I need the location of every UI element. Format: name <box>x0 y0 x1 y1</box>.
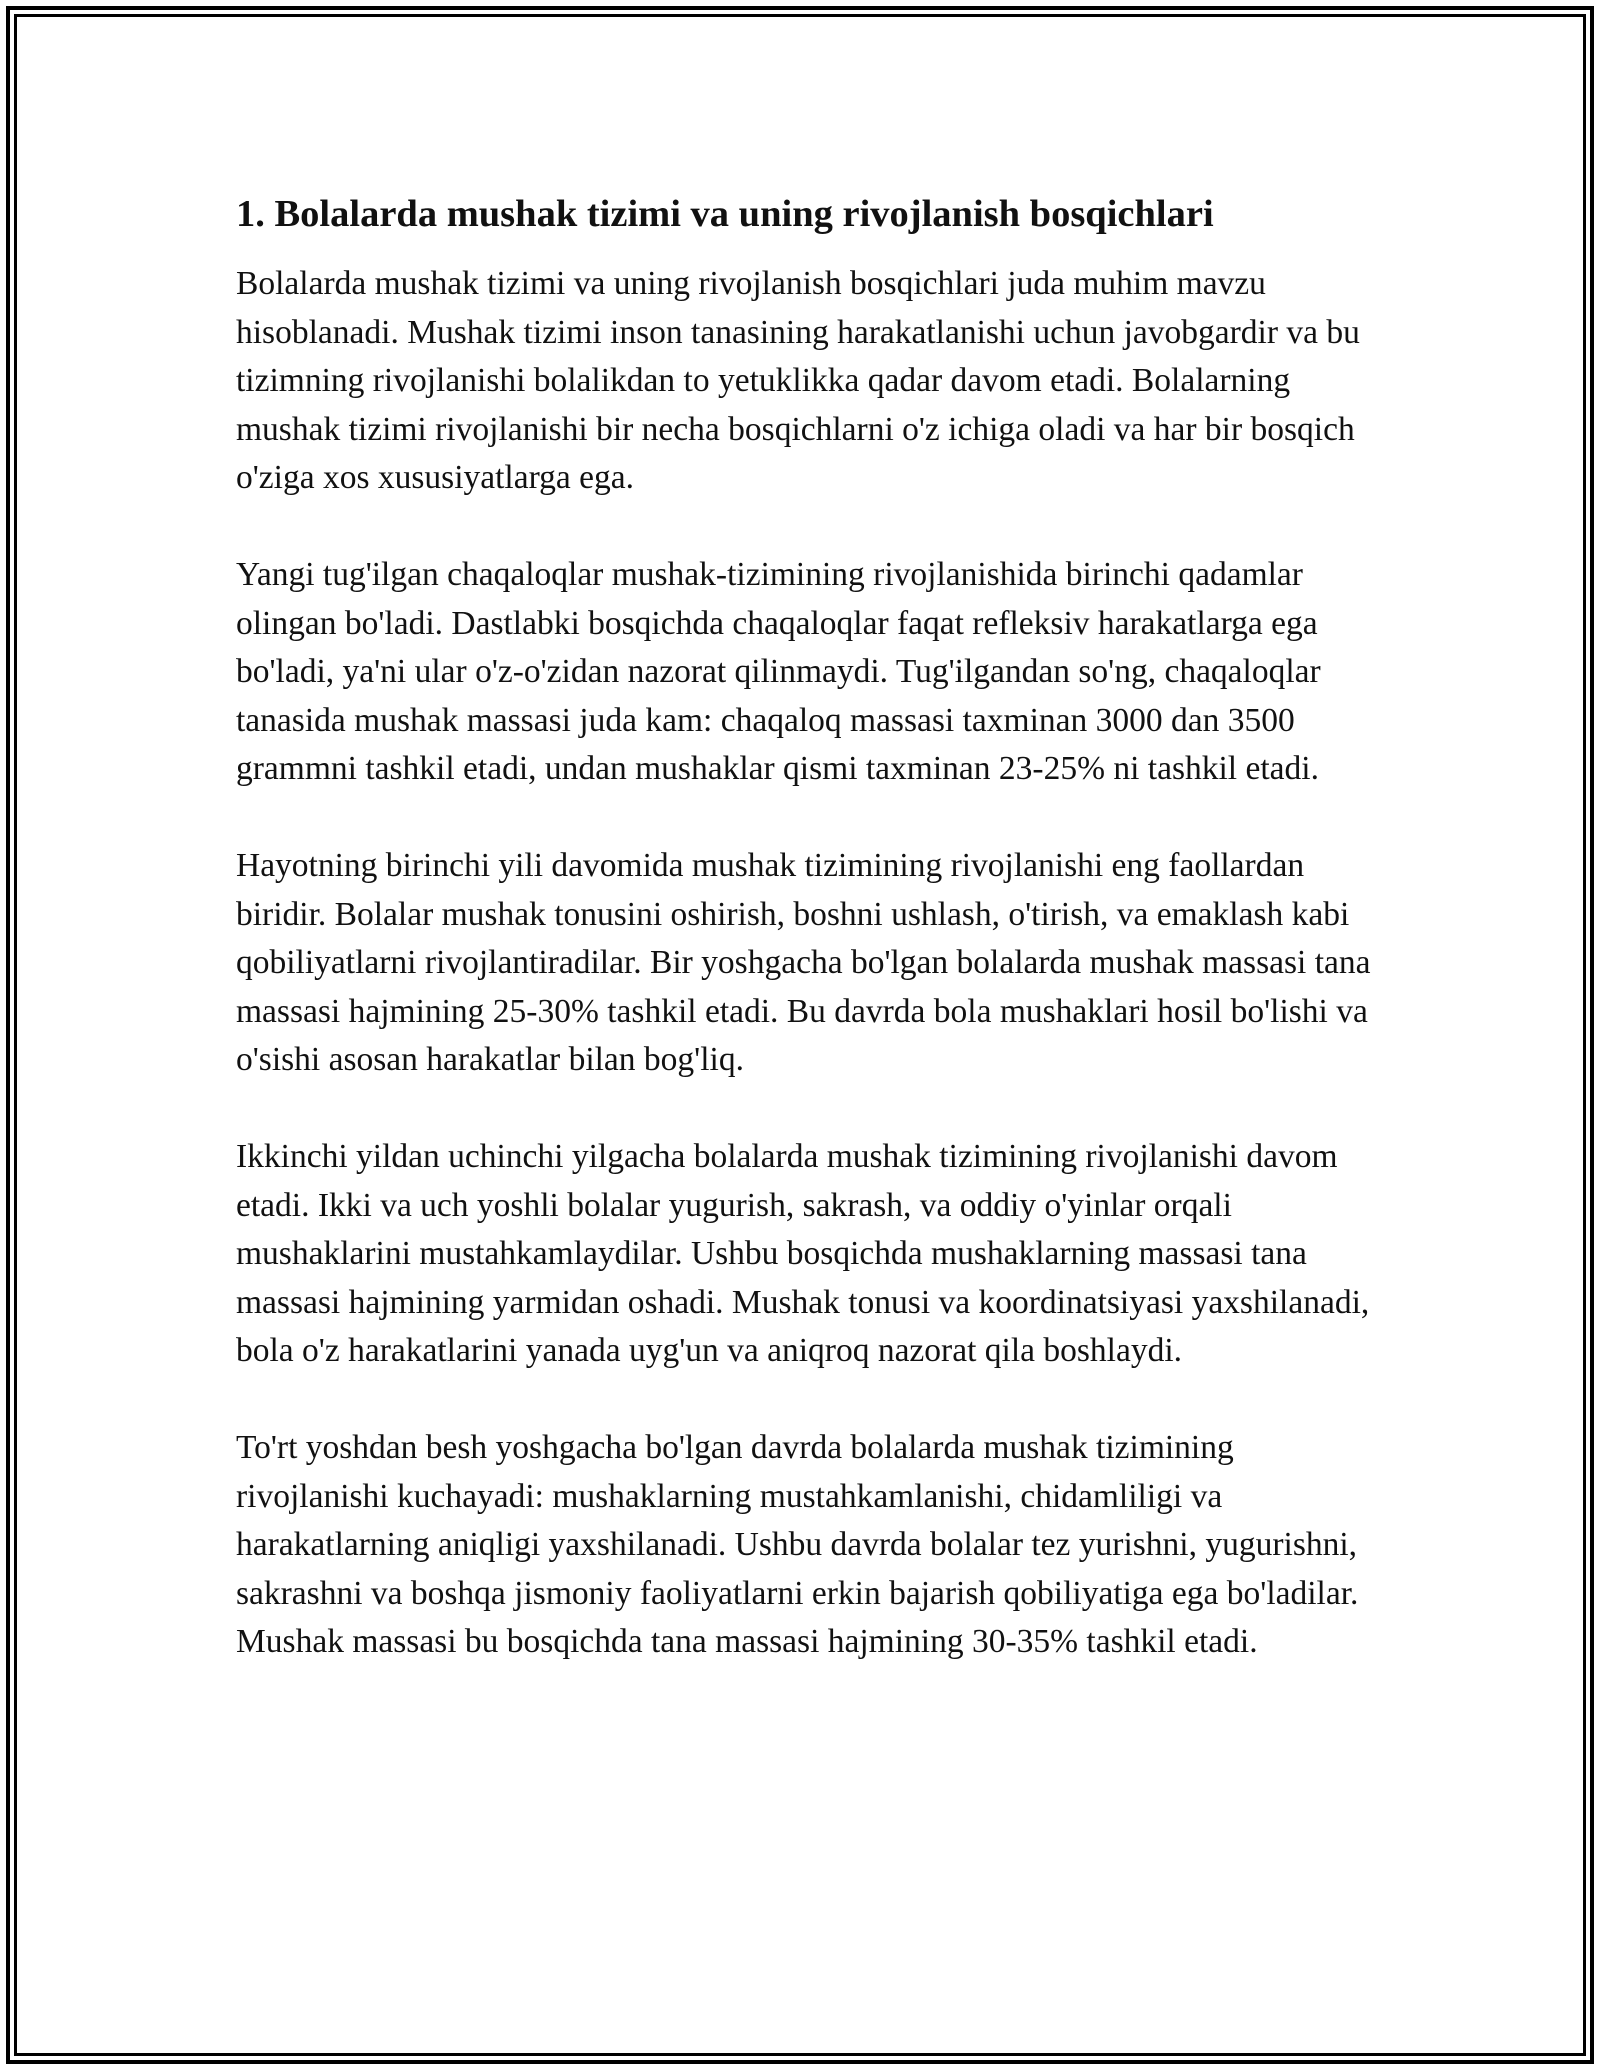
paragraph: To'rt yoshdan besh yoshgacha bo'lgan davrda bolalarda mushak tizimining rivojlanishi kuchayadi: mushaklarning mustahkamlanishi, chidamliligi va harakatlarning aniqligi yaxshilanadi. Ushbu davrda bolalar tez yurishni, yugurishni, sakrashni va boshqa jismoniy faoliyatlarni erkin bajarish qobiliyatiga ega bo'ladilar. Mushak massasi bu bosqichda tana massasi hajmining 30-35% tashkil etadi. <box>236 1429 1359 1660</box>
paragraph: Hayotning birinchi yili davomida mushak tizimining rivojlanishi eng faollardan biridir. Bolalar mushak tonusini oshirish, boshni ushlash, o'tirish, va emaklash kabi qobiliyatlarni rivojlantiradilar. Bir yoshgacha bo'lgan bolalarda mushak massasi tana massasi hajmining 25-30% tashkil etadi. Bu davrda bola mushaklari hosil bo'lishi va o'sishi asosan harakatlar bilan bog'liq. <box>236 847 1371 1078</box>
paragraph: Yangi tug'ilgan chaqaloqlar mushak-tizimining rivojlanishida birinchi qadamlar olingan bo'ladi. Dastlabki bosqichda chaqaloqlar faqat refleksiv harakatlarga ega bo'ladi, ya'ni ular o'z-o'zidan nazorat qilinmaydi. Tug'ilgandan so'ng, chaqaloqlar tanasida mushak massasi juda kam: chaqaloq massasi taxminan 3000 dan 3500 grammni tashkil etadi, undan mushaklar qismi taxminan 23-25% ni tashkil etadi. <box>236 556 1321 787</box>
document-body <box>236 186 1376 1667</box>
paragraph: Bolalarda mushak tizimi va uning rivojlanish bosqichlari juda muhim mavzu hisoblanadi. Mushak tizimi inson tanasining harakatlanishi uchun javobgardir va bu tizimning rivojlanishi bolalikdan to yetuklikka qadar davom etadi. Bolalarning mushak tizimi rivojlanishi bir necha bosqichlarni o'z ichiga oladi va har bir bosqich o'ziga xos xususiyatlarga ega. <box>236 265 1360 496</box>
paragraph: Ikkinchi yildan uchinchi yilgacha bolalarda mushak tizimining rivojlanishi davom etadi. Ikki va uch yoshli bolalar yugurish, sakrash, va oddiy o'yinlar orqali mushaklarini mustahkamlaydilar. Ushbu bosqichda mushaklarning massasi tana massasi hajmining yarmidan oshadi. Mushak tonusi va koordinatsiyasi yaxshilanadi, bola o'z harakatlarini yanada uyg'un va aniqroq nazorat qila boshlaydi. <box>236 1138 1370 1369</box>
section-heading: 1. Bolalarda mushak tizimi va uning rivojlanish bosqichlari <box>236 193 1214 235</box>
